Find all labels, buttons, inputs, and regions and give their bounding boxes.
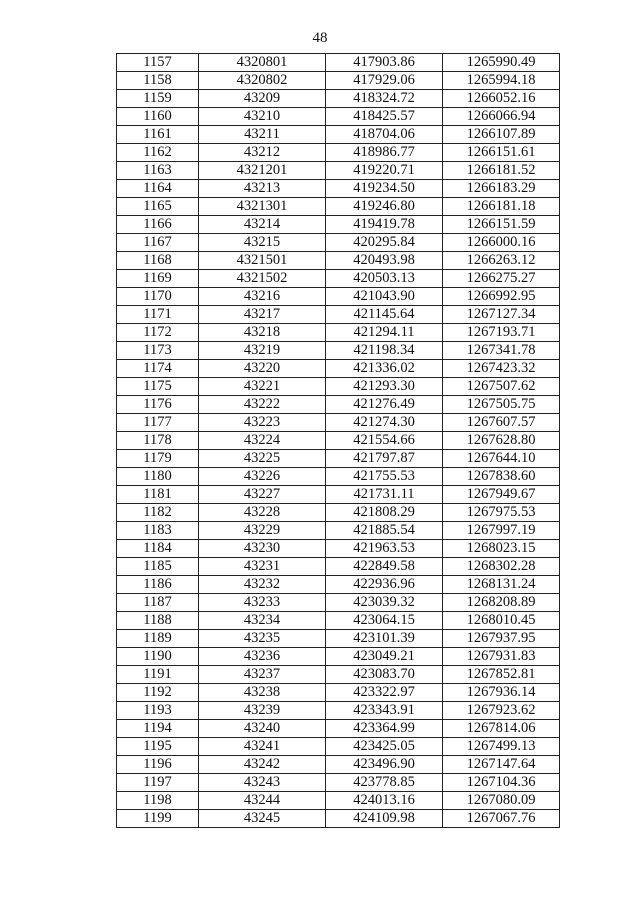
y-coordinate-cell: 1266151.59	[443, 216, 560, 234]
row-index-cell: 1184	[117, 540, 199, 558]
table-row	[117, 702, 560, 720]
point-id-cell: 43239	[199, 702, 326, 720]
x-coordinate-cell: 421294.11	[326, 324, 443, 342]
y-coordinate-cell: 1267423.32	[443, 360, 560, 378]
point-id-cell: 43212	[199, 144, 326, 162]
point-id-cell: 43233	[199, 594, 326, 612]
row-index-cell: 1166	[117, 216, 199, 234]
table-row	[117, 810, 560, 828]
table-row	[117, 684, 560, 702]
row-index-cell: 1187	[117, 594, 199, 612]
x-coordinate-cell: 418324.72	[326, 90, 443, 108]
point-id-cell: 43231	[199, 558, 326, 576]
x-coordinate-cell: 423064.15	[326, 612, 443, 630]
table-row	[117, 54, 560, 72]
x-coordinate-cell: 424109.98	[326, 810, 443, 828]
row-index-cell: 1183	[117, 522, 199, 540]
row-index-cell: 1181	[117, 486, 199, 504]
y-coordinate-cell: 1266107.89	[443, 126, 560, 144]
point-id-cell: 43237	[199, 666, 326, 684]
y-coordinate-cell: 1266992.95	[443, 288, 560, 306]
y-coordinate-cell: 1267852.81	[443, 666, 560, 684]
point-id-cell: 43214	[199, 216, 326, 234]
table-row	[117, 648, 560, 666]
table-row	[117, 324, 560, 342]
y-coordinate-cell: 1265990.49	[443, 54, 560, 72]
row-index-cell: 1190	[117, 648, 199, 666]
point-id-cell: 43224	[199, 432, 326, 450]
y-coordinate-cell: 1267628.80	[443, 432, 560, 450]
row-index-cell: 1172	[117, 324, 199, 342]
point-id-cell: 43244	[199, 792, 326, 810]
row-index-cell: 1189	[117, 630, 199, 648]
table-row	[117, 108, 560, 126]
row-index-cell: 1197	[117, 774, 199, 792]
table-row	[117, 342, 560, 360]
y-coordinate-cell: 1268023.15	[443, 540, 560, 558]
y-coordinate-cell: 1266151.61	[443, 144, 560, 162]
row-index-cell: 1160	[117, 108, 199, 126]
table-row	[117, 576, 560, 594]
point-id-cell: 4320802	[199, 72, 326, 90]
point-id-cell: 43226	[199, 468, 326, 486]
page-number: 48	[312, 30, 328, 46]
point-id-cell: 43222	[199, 396, 326, 414]
x-coordinate-cell: 417903.86	[326, 54, 443, 72]
table-row	[117, 486, 560, 504]
row-index-cell: 1164	[117, 180, 199, 198]
row-index-cell: 1168	[117, 252, 199, 270]
y-coordinate-cell: 1267505.75	[443, 396, 560, 414]
table-row	[117, 432, 560, 450]
point-id-cell: 4320801	[199, 54, 326, 72]
point-id-cell: 43235	[199, 630, 326, 648]
row-index-cell: 1170	[117, 288, 199, 306]
table-row	[117, 612, 560, 630]
point-id-cell: 4321502	[199, 270, 326, 288]
x-coordinate-cell: 419234.50	[326, 180, 443, 198]
point-id-cell: 43236	[199, 648, 326, 666]
table-row	[117, 558, 560, 576]
y-coordinate-cell: 1267607.57	[443, 414, 560, 432]
point-id-cell: 43234	[199, 612, 326, 630]
y-coordinate-cell: 1266000.16	[443, 234, 560, 252]
y-coordinate-cell: 1267147.64	[443, 756, 560, 774]
table-row	[117, 630, 560, 648]
table-row	[117, 90, 560, 108]
table-row	[117, 162, 560, 180]
point-id-cell: 43241	[199, 738, 326, 756]
coordinates-table	[116, 53, 560, 828]
x-coordinate-cell: 420503.13	[326, 270, 443, 288]
row-index-cell: 1176	[117, 396, 199, 414]
x-coordinate-cell: 421043.90	[326, 288, 443, 306]
x-coordinate-cell: 421274.30	[326, 414, 443, 432]
x-coordinate-cell: 421198.34	[326, 342, 443, 360]
y-coordinate-cell: 1266275.27	[443, 270, 560, 288]
point-id-cell: 43232	[199, 576, 326, 594]
x-coordinate-cell: 418986.77	[326, 144, 443, 162]
y-coordinate-cell: 1267937.95	[443, 630, 560, 648]
table-row	[117, 144, 560, 162]
x-coordinate-cell: 421797.87	[326, 450, 443, 468]
table-row	[117, 540, 560, 558]
y-coordinate-cell: 1266263.12	[443, 252, 560, 270]
table-row	[117, 594, 560, 612]
coordinates-table-body	[117, 54, 560, 828]
y-coordinate-cell: 1267975.53	[443, 504, 560, 522]
y-coordinate-cell: 1266052.16	[443, 90, 560, 108]
table-row	[117, 468, 560, 486]
row-index-cell: 1186	[117, 576, 199, 594]
point-id-cell: 43230	[199, 540, 326, 558]
y-coordinate-cell: 1265994.18	[443, 72, 560, 90]
x-coordinate-cell: 421276.49	[326, 396, 443, 414]
x-coordinate-cell: 423322.97	[326, 684, 443, 702]
y-coordinate-cell: 1267997.19	[443, 522, 560, 540]
row-index-cell: 1162	[117, 144, 199, 162]
row-index-cell: 1182	[117, 504, 199, 522]
x-coordinate-cell: 423101.39	[326, 630, 443, 648]
row-index-cell: 1178	[117, 432, 199, 450]
row-index-cell: 1161	[117, 126, 199, 144]
table-row	[117, 360, 560, 378]
y-coordinate-cell: 1267931.83	[443, 648, 560, 666]
table-row	[117, 270, 560, 288]
point-id-cell: 43217	[199, 306, 326, 324]
row-index-cell: 1157	[117, 54, 199, 72]
y-coordinate-cell: 1267067.76	[443, 810, 560, 828]
x-coordinate-cell: 419220.71	[326, 162, 443, 180]
y-coordinate-cell: 1267499.13	[443, 738, 560, 756]
x-coordinate-cell: 421554.66	[326, 432, 443, 450]
point-id-cell: 43227	[199, 486, 326, 504]
x-coordinate-cell: 423425.05	[326, 738, 443, 756]
row-index-cell: 1163	[117, 162, 199, 180]
point-id-cell: 43221	[199, 378, 326, 396]
table-row	[117, 216, 560, 234]
table-row	[117, 396, 560, 414]
x-coordinate-cell: 421731.11	[326, 486, 443, 504]
table-row	[117, 198, 560, 216]
point-id-cell: 4321501	[199, 252, 326, 270]
row-index-cell: 1199	[117, 810, 199, 828]
y-coordinate-cell: 1268208.89	[443, 594, 560, 612]
row-index-cell: 1175	[117, 378, 199, 396]
table-row	[117, 756, 560, 774]
x-coordinate-cell: 423083.70	[326, 666, 443, 684]
point-id-cell: 43228	[199, 504, 326, 522]
y-coordinate-cell: 1268302.28	[443, 558, 560, 576]
table-row	[117, 792, 560, 810]
point-id-cell: 43223	[199, 414, 326, 432]
point-id-cell: 43229	[199, 522, 326, 540]
row-index-cell: 1195	[117, 738, 199, 756]
point-id-cell: 43219	[199, 342, 326, 360]
x-coordinate-cell: 420493.98	[326, 252, 443, 270]
x-coordinate-cell: 421755.53	[326, 468, 443, 486]
y-coordinate-cell: 1267080.09	[443, 792, 560, 810]
y-coordinate-cell: 1267936.14	[443, 684, 560, 702]
y-coordinate-cell: 1268131.24	[443, 576, 560, 594]
x-coordinate-cell: 421145.64	[326, 306, 443, 324]
x-coordinate-cell: 424013.16	[326, 792, 443, 810]
y-coordinate-cell: 1266066.94	[443, 108, 560, 126]
row-index-cell: 1167	[117, 234, 199, 252]
y-coordinate-cell: 1267949.67	[443, 486, 560, 504]
table-row	[117, 774, 560, 792]
point-id-cell: 43245	[199, 810, 326, 828]
point-id-cell: 43225	[199, 450, 326, 468]
x-coordinate-cell: 419419.78	[326, 216, 443, 234]
y-coordinate-cell: 1267814.06	[443, 720, 560, 738]
table-row	[117, 738, 560, 756]
table-row	[117, 72, 560, 90]
point-id-cell: 43218	[199, 324, 326, 342]
table-row	[117, 180, 560, 198]
x-coordinate-cell: 421963.53	[326, 540, 443, 558]
point-id-cell: 43210	[199, 108, 326, 126]
row-index-cell: 1193	[117, 702, 199, 720]
row-index-cell: 1158	[117, 72, 199, 90]
row-index-cell: 1177	[117, 414, 199, 432]
table-row	[117, 450, 560, 468]
point-id-cell: 43216	[199, 288, 326, 306]
table-row	[117, 504, 560, 522]
x-coordinate-cell: 422849.58	[326, 558, 443, 576]
x-coordinate-cell: 423343.91	[326, 702, 443, 720]
table-row	[117, 252, 560, 270]
point-id-cell: 43215	[199, 234, 326, 252]
x-coordinate-cell: 417929.06	[326, 72, 443, 90]
point-id-cell: 43211	[199, 126, 326, 144]
row-index-cell: 1165	[117, 198, 199, 216]
x-coordinate-cell: 421336.02	[326, 360, 443, 378]
y-coordinate-cell: 1268010.45	[443, 612, 560, 630]
row-index-cell: 1198	[117, 792, 199, 810]
x-coordinate-cell: 418425.57	[326, 108, 443, 126]
x-coordinate-cell: 419246.80	[326, 198, 443, 216]
y-coordinate-cell: 1267127.34	[443, 306, 560, 324]
x-coordinate-cell: 420295.84	[326, 234, 443, 252]
y-coordinate-cell: 1267193.71	[443, 324, 560, 342]
x-coordinate-cell: 423039.32	[326, 594, 443, 612]
row-index-cell: 1169	[117, 270, 199, 288]
row-index-cell: 1194	[117, 720, 199, 738]
x-coordinate-cell: 421885.54	[326, 522, 443, 540]
point-id-cell: 43242	[199, 756, 326, 774]
row-index-cell: 1185	[117, 558, 199, 576]
row-index-cell: 1179	[117, 450, 199, 468]
row-index-cell: 1173	[117, 342, 199, 360]
y-coordinate-cell: 1266183.29	[443, 180, 560, 198]
table-row	[117, 720, 560, 738]
point-id-cell: 43213	[199, 180, 326, 198]
y-coordinate-cell: 1267923.62	[443, 702, 560, 720]
table-row	[117, 234, 560, 252]
x-coordinate-cell: 422936.96	[326, 576, 443, 594]
x-coordinate-cell: 423364.99	[326, 720, 443, 738]
point-id-cell: 43220	[199, 360, 326, 378]
row-index-cell: 1188	[117, 612, 199, 630]
point-id-cell: 43209	[199, 90, 326, 108]
table-row	[117, 378, 560, 396]
table-row	[117, 666, 560, 684]
table-row	[117, 288, 560, 306]
point-id-cell: 4321301	[199, 198, 326, 216]
table-row	[117, 126, 560, 144]
y-coordinate-cell: 1267838.60	[443, 468, 560, 486]
row-index-cell: 1191	[117, 666, 199, 684]
x-coordinate-cell: 421293.30	[326, 378, 443, 396]
table-row	[117, 306, 560, 324]
x-coordinate-cell: 423778.85	[326, 774, 443, 792]
row-index-cell: 1180	[117, 468, 199, 486]
x-coordinate-cell: 421808.29	[326, 504, 443, 522]
y-coordinate-cell: 1267104.36	[443, 774, 560, 792]
row-index-cell: 1196	[117, 756, 199, 774]
point-id-cell: 43238	[199, 684, 326, 702]
point-id-cell: 4321201	[199, 162, 326, 180]
y-coordinate-cell: 1267341.78	[443, 342, 560, 360]
y-coordinate-cell: 1267644.10	[443, 450, 560, 468]
x-coordinate-cell: 418704.06	[326, 126, 443, 144]
table-row	[117, 414, 560, 432]
y-coordinate-cell: 1266181.52	[443, 162, 560, 180]
row-index-cell: 1159	[117, 90, 199, 108]
y-coordinate-cell: 1266181.18	[443, 198, 560, 216]
x-coordinate-cell: 423049.21	[326, 648, 443, 666]
row-index-cell: 1174	[117, 360, 199, 378]
point-id-cell: 43240	[199, 720, 326, 738]
x-coordinate-cell: 423496.90	[326, 756, 443, 774]
table-row	[117, 522, 560, 540]
row-index-cell: 1192	[117, 684, 199, 702]
point-id-cell: 43243	[199, 774, 326, 792]
row-index-cell: 1171	[117, 306, 199, 324]
y-coordinate-cell: 1267507.62	[443, 378, 560, 396]
